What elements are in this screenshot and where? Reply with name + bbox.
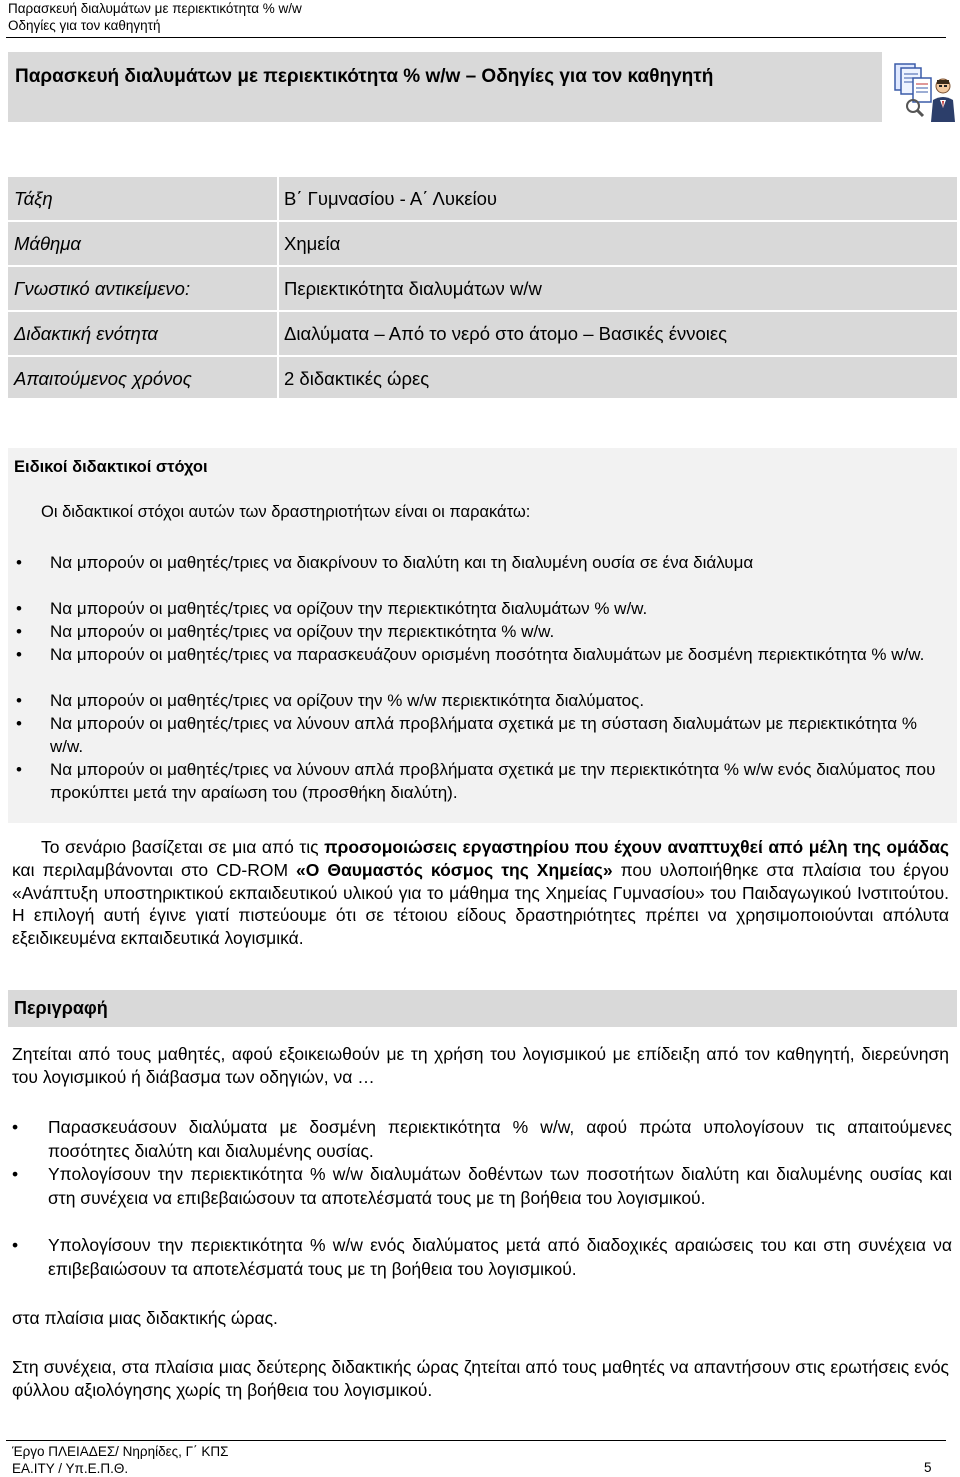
- goal-text: Να μπορούν οι μαθητές/τριες να ορίζουν την περιεκτικότητα διαλυμάτων % w/w.: [50, 599, 648, 618]
- header-line-2: Οδηγίες για τον καθηγητή: [8, 18, 161, 33]
- info-value: Περιεκτικότητα διαλυμάτων w/w: [284, 278, 542, 299]
- scenario-paragraph: [12, 836, 949, 950]
- bullet-icon: •: [12, 1117, 19, 1137]
- info-label: Διδακτική ενότητα: [14, 323, 158, 344]
- bullet-icon: •: [16, 645, 22, 664]
- header-line-1: Παρασκευή διαλυμάτων με περιεκτικότητα % w/w: [8, 1, 302, 16]
- description-title: Περιγραφή: [14, 998, 108, 1018]
- goal-text: Να μπορούν οι μαθητές/τριες να λύνουν απλά προβλήματα σχετικά με τη σύσταση διαλυμάτων με περιεκτικότητα % w/w.: [50, 714, 917, 756]
- bullet-icon: •: [16, 622, 22, 641]
- bullet-icon: •: [12, 1164, 19, 1184]
- info-row: [8, 177, 957, 222]
- info-row: [8, 222, 957, 267]
- goal-text: Να μπορούν οι μαθητές/τριες να λύνουν απλά προβλήματα σχετικά με την περιεκτικότητα % w/w ενός διαλύματος που προκύπτει μετά την αραίωση του (προσθήκη διαλύτη).: [50, 760, 936, 802]
- running-footer: [12, 1443, 228, 1477]
- description-item-text: Παρασκευάσουν διαλύματα με δοσμένη περιεκτικότητα % w/w, αφού πρώτα υπολογίσουν τις απαιτούμενες ποσότητες διαλύτη και διαλυμένης ουσίας.: [48, 1117, 952, 1161]
- description-item-text: Υπολογίσουν την περιεκτικότητα % w/w ενός διαλύματος μετά από διαδοχικές αραιώσεις του και στη συνέχεια να επιβεβαιώσουν τα αποτελέσματά τους με τη βοήθεια του λογισμικού.: [48, 1235, 952, 1279]
- bullet-icon: •: [16, 714, 22, 733]
- bullet-icon: •: [12, 1235, 19, 1255]
- running-header: [8, 0, 302, 34]
- info-label: Τάξη: [14, 188, 53, 209]
- scenario-bold-2: «Ο Θαυμαστός κόσμος της Χημείας»: [296, 859, 613, 880]
- page-number: 5: [924, 1460, 932, 1475]
- info-column-divider: [277, 177, 279, 398]
- lesson-info-table: [8, 177, 957, 398]
- goal-text: Να μπορούν οι μαθητές/τριες να διακρίνουν το διαλύτη και τη διαλυμένη ουσία σε ένα διάλυμα: [50, 553, 754, 572]
- title-box: [8, 52, 882, 122]
- info-value: 2 διδακτικές ώρες: [284, 368, 430, 389]
- bullet-icon: •: [16, 553, 22, 572]
- bullet-icon: •: [16, 691, 22, 710]
- description-heading-box: [8, 990, 957, 1027]
- teacher-documents-icon: [893, 60, 957, 124]
- info-row: [8, 312, 957, 357]
- description-intro: Ζητείται από τους μαθητές, αφού εξοικειωθούν με τη χρήση του λογισμικού με επίδειξη από τον καθηγητή, διερεύνηση του λογισμικού ή διάβασμα των οδηγιών, να …: [12, 1044, 949, 1087]
- scenario-text-2: και περιλαμβάνονται στο CD-ROM: [12, 859, 297, 880]
- goal-text: Να μπορούν οι μαθητές/τριες να παρασκευάζουν ορισμένη ποσότητα διαλυμάτων με δοσμένη περιεκτικότητα % w/w.: [50, 645, 925, 664]
- scenario-text-3: που υλοποιήθηκε στα πλαίσια του έργου «Ανάπτυξη υποστηρικτικού εκπαιδευτικού υλικού για το μάθημα της Χημείας Γυμνασίου» του Παιδαγωγικού Ινστιτούτου. Η επιλογή αυτή έγινε γιατί πιστεύουμε ότι σε τέτοιου είδους δραστηριότητες πρέπει να χρησιμοποιούνται απόλυτα εξειδικευμένα εκπαιδευτικά λογισμικά.: [12, 859, 950, 949]
- scenario-text-1: Το σενάριο βασίζεται σε μια από τις: [41, 837, 325, 857]
- footer-line-1: Έργο ΠΛΕΙΑΔΕΣ/ Νηρηίδες, Γ΄ ΚΠΣ: [12, 1444, 229, 1459]
- info-label: Απαιτούμενος χρόνος: [14, 368, 192, 389]
- bullet-icon: •: [16, 760, 22, 779]
- info-value: Διαλύματα – Από το νερό στο άτομο – Βασικές έννοιες: [284, 323, 728, 344]
- goals-intro: Οι διδακτικοί στόχοι αυτών των δραστηριοτήτων είναι οι παρακάτω:: [41, 503, 531, 521]
- document-title: Παρασκευή διαλυμάτων με περιεκτικότητα % w/w – Οδηγίες για τον καθηγητή: [15, 66, 714, 87]
- description-after: στα πλαίσια μιας διδακτικής ώρας.: [12, 1308, 278, 1328]
- header-divider: [6, 37, 946, 38]
- goal-text: Να μπορούν οι μαθητές/τριες να ορίζουν την % w/w περιεκτικότητα διαλύματος.: [50, 691, 645, 710]
- info-value: Β΄ Γυμνασίου - Α΄ Λυκείου: [284, 188, 498, 209]
- footer-divider: [6, 1440, 946, 1441]
- info-label: Γνωστικό αντικείμενο:: [14, 278, 191, 299]
- info-label: Μάθημα: [14, 233, 81, 254]
- info-row: [8, 357, 957, 402]
- scenario-bold-1: προσομοιώσεις εργαστηρίου που έχουν αναπτυχθεί από μέλη της ομάδας: [324, 837, 949, 857]
- description-next: Στη συνέχεια, στα πλαίσια μιας δεύτερης διδακτικής ώρας ζητείται από τους μαθητές να απαντήσουν στις ερωτήσεις ενός φύλλου αξιολόγησης χωρίς τη βοήθεια του λογισμικού.: [12, 1357, 949, 1400]
- info-row: [8, 267, 957, 312]
- description-item-text: Υπολογίσουν την περιεκτικότητα % w/w διαλυμάτων δοθέντων των ποσοτήτων διαλύτη και διαλυμένης ουσίας και στη συνέχεια να επιβεβαιώσουν τα αποτελέσματά τους με τη βοήθεια του λογισμικού.: [48, 1164, 952, 1208]
- goal-text: Να μπορούν οι μαθητές/τριες να ορίζουν την περιεκτικότητα % w/w.: [50, 622, 555, 641]
- goals-title: Ειδικοί διδακτικοί στόχοι: [14, 458, 208, 476]
- goals-section: [8, 448, 957, 823]
- bullet-icon: •: [16, 599, 22, 618]
- footer-line-2: ΕΑ.ΙΤΥ / Υπ.Ε.Π.Θ.: [12, 1461, 129, 1476]
- info-value: Χημεία: [284, 233, 341, 254]
